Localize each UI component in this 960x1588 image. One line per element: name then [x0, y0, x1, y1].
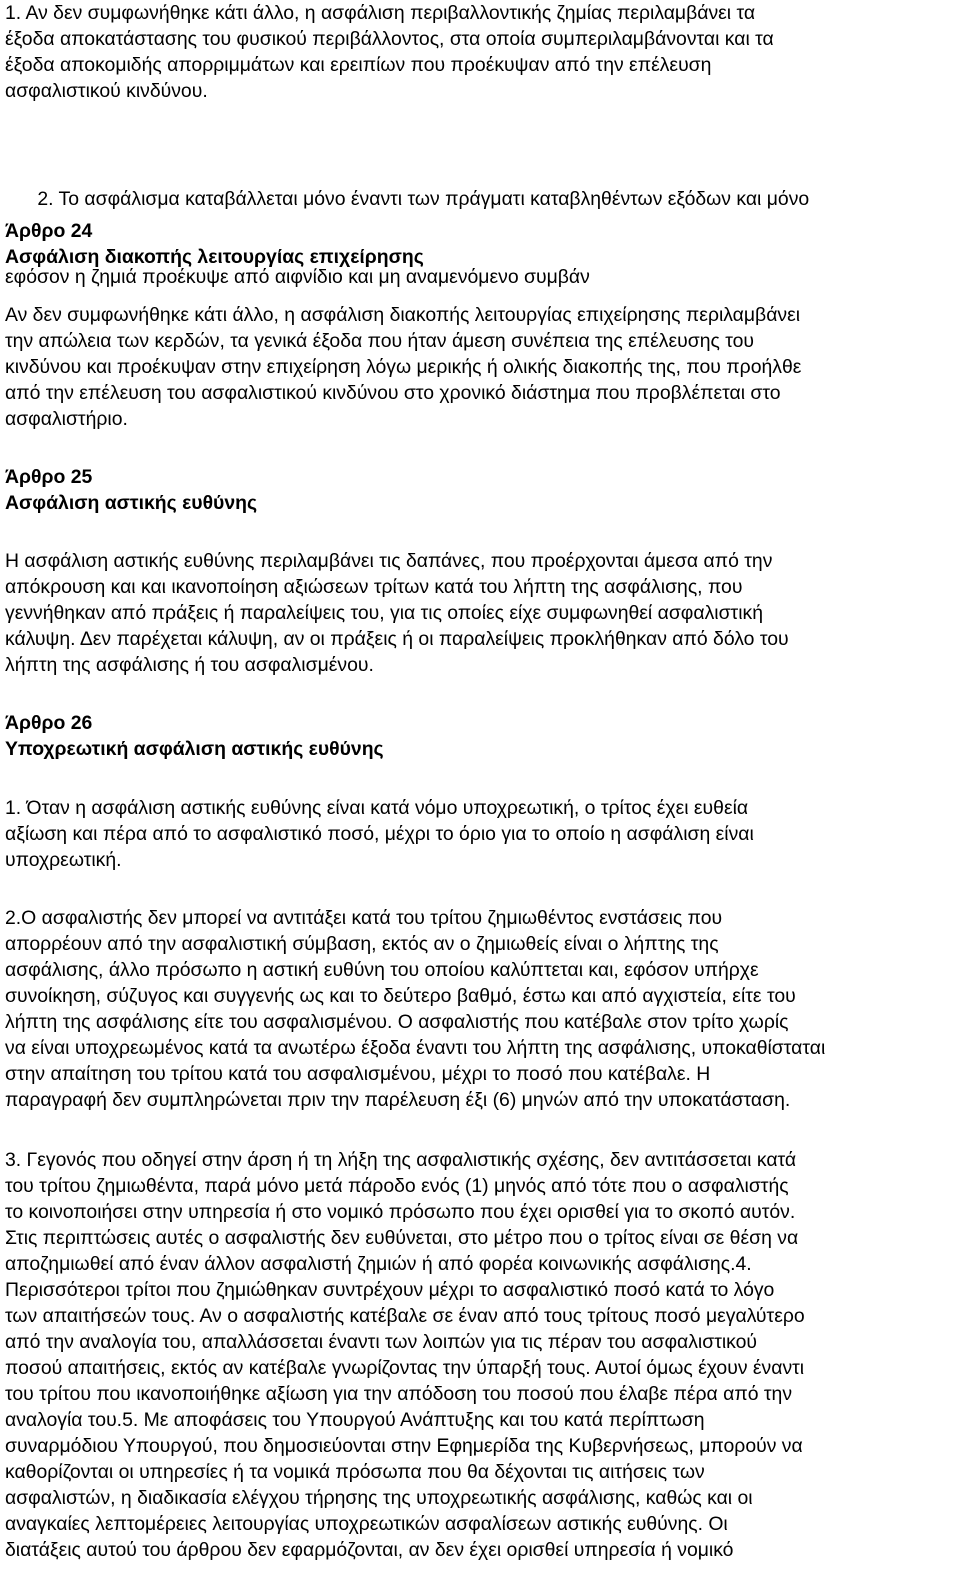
article-number: Άρθρο 24 — [5, 220, 93, 242]
text-line: Η ασφάλιση αστικής ευθύνης περιλαμβάνει τις δαπάνες, που προέρχονται άμεσα από την — [5, 550, 773, 572]
text-line: του τρίτου που ικανοποιήθηκε αξίωση για την απόδοση του ποσού που έλαβε πέρα από την — [5, 1383, 793, 1405]
text-line: απόκρουση και και ικανοποίηση αξιώσεων τρίτων κατά του λήπτη της ασφάλισης, που — [5, 576, 743, 598]
article-25-heading — [5, 464, 257, 516]
text-line: ασφαλιστήριο. — [5, 408, 128, 430]
text-line: 1. Αν δεν συμφωνήθηκε κάτι άλλο, η ασφάλιση περιβαλλοντικής ζημίας περιλαμβάνει τα — [5, 2, 756, 24]
text-line: γεννήθηκαν από πράξεις ή παραλείψεις του, για τις οποίες είχε συμφωνηθεί ασφαλιστική — [5, 602, 763, 624]
text-line: αναγκαίες λεπτομέρειες λειτουργίας υποχρεωτικών ασφαλίσεων αστικής ευθύνης. Οι — [5, 1513, 728, 1535]
paragraph-article-26-item-3 — [5, 1147, 805, 1563]
text-line: 3. Γεγονός που οδηγεί στην άρση ή τη λήξη της ασφαλιστικής σχέσης, δεν αντιτάσσεται κατά — [5, 1149, 797, 1171]
text-line: έξοδα αποκατάστασης του φυσικού περιβάλλοντος, στα οποία συμπεριλαμβάνονται και τα — [5, 28, 774, 50]
text-line: αξίωση και πέρα από το ασφαλιστικό ποσό, μέχρι το όριο για το οποίο η ασφάλιση είναι — [5, 823, 754, 845]
text-line: συναρμόδιου Υπουργού, που δημοσιεύονται στην Εφημερίδα της Κυβερνήσεως, μπορούν να — [5, 1435, 803, 1457]
text-line: των απαιτήσεών τους. Αν ο ασφαλιστής κατέβαλε σε έναν από τους τρίτους ποσό μεγαλύτερο — [5, 1305, 805, 1327]
text-line: υποχρεωτική. — [5, 849, 122, 871]
text-line: 2. Το ασφάλισμα καταβάλλεται μόνο έναντι των πράγματι καταβληθέντων εξόδων και μόνο — [5, 188, 810, 210]
text-line: παραγραφή δεν συμπληρώνεται πριν την παρέλευση έξι (6) μηνών από την υποκατάσταση. — [5, 1089, 791, 1111]
text-line: από την επέλευση του ασφαλιστικού κινδύνου στο χρονικό διάστημα που προβλέπεται στο — [5, 382, 781, 404]
text-line: λήπτη της ασφάλισης ή του ασφαλισμένου. — [5, 654, 374, 676]
article-title: Ασφάλιση αστικής ευθύνης — [5, 492, 258, 514]
text-line: διατάξεις αυτού του άρθρου δεν εφαρμόζονται, αν δεν έχει ορισθεί υπηρεσία ή νομικό — [5, 1539, 734, 1561]
text-line: κινδύνου και προέκυψαν στην επιχείρηση λόγω μερικής ή ολικής διακοπής της, που προήλθε — [5, 356, 802, 378]
text-line: αναλογία του.5. Με αποφάσεις του Υπουργού Ανάπτυξης και του κατά περίπτωση — [5, 1409, 705, 1431]
text-line: εφόσον η ζημιά προέκυψε από αιφνίδιο και μη αναμενόμενο συμβάν — [5, 266, 590, 288]
article-26-heading — [5, 710, 384, 762]
text-line: στην απαίτηση του τρίτου κατά του ασφαλισμένου, μέχρι το ποσό που κατέβαλε. Η — [5, 1063, 711, 1085]
text-line: το κοινοποιήσει στην υπηρεσία ή στο νομικό πρόσωπο που έχει ορισθεί για το σκοπό αυτόν. — [5, 1201, 796, 1223]
text-line: λήπτη της ασφάλισης είτε του ασφαλισμένου. Ο ασφαλιστής που κατέβαλε στον τρίτο χωρίς — [5, 1011, 789, 1033]
text-line: συνοίκηση, σύζυγος και συγγενής ως και το δεύτερο βαθμό, έστω και από αγχιστεία, είτε του — [5, 985, 796, 1007]
paragraph-article-24 — [5, 302, 801, 432]
text-line: ποσού απαιτήσεις, εκτός αν κατέβαλε γνωρίζοντας την ύπαρξή τους. Αυτοί όμως έχουν έναντι — [5, 1357, 805, 1379]
text-line: Αν δεν συμφωνήθηκε κάτι άλλο, η ασφάλιση διακοπής λειτουργίας επιχείρησης περιλαμβάνει — [5, 304, 801, 326]
article-number: Άρθρο 26 — [5, 712, 93, 734]
text-line: ασφαλιστών, η διαδικασία ελέγχου τήρησης της υποχρεωτικής ασφάλισης, καθώς και οι — [5, 1487, 753, 1509]
text-line: 1. Όταν η ασφάλιση αστικής ευθύνης είναι κατά νόμο υποχρεωτική, ο τρίτος έχει ευθεία — [5, 797, 749, 819]
text-line: ασφαλιστικού κινδύνου. — [5, 80, 208, 102]
text-line: απορρέουν από την ασφαλιστική σύμβαση, εκτός αν ο ζημιωθείς είναι ο λήπτης της — [5, 933, 719, 955]
text-line: Στις περιπτώσεις αυτές ο ασφαλιστής δεν ευθύνεται, στο μέτρο που ο τρίτος είναι σε θέση να — [5, 1227, 799, 1249]
text-line: την απώλεια των κερδών, τα γενικά έξοδα που ήταν άμεση συνέπεια της επέλευσης του — [5, 330, 754, 352]
text-line: καθορίζονται οι υπηρεσίες ή τα νομικά πρόσωπα που θα δέχονται τις αιτήσεις των — [5, 1461, 705, 1483]
text-line: ασφάλισης, άλλο πρόσωπο η αστική ευθύνη του οποίου καλύπτεται και, εφόσον υπήρχε — [5, 959, 759, 981]
text-line: κάλυψη. Δεν παρέχεται κάλυψη, αν οι πράξεις ή οι παραλείψεις προκλήθηκαν από δόλο του — [5, 628, 789, 650]
text-line: Περισσότεροι τρίτοι που ζημιώθηκαν συντρέχουν μέχρι το ασφαλιστικό ποσό κατά το λόγο — [5, 1279, 775, 1301]
article-number: Άρθρο 25 — [5, 466, 93, 488]
article-title: Υποχρεωτική ασφάλιση αστικής ευθύνης — [5, 738, 384, 760]
text-line: 2.Ο ασφαλιστής δεν μπορεί να αντιτάξει κατά του τρίτου ζημιωθέντος ενστάσεις που — [5, 907, 723, 929]
paragraph-article-26-item-1 — [5, 795, 754, 873]
article-title: Ασφάλιση διακοπής λειτουργίας επιχείρησης — [5, 246, 424, 268]
text-line: από την αναλογία του, απαλλάσσεται έναντι των λοιπών για τις πέραν του ασφαλιστικού — [5, 1331, 758, 1353]
text-line: να είναι υποχρεωμένος κατά τα ανωτέρω έξοδα έναντι του λήπτη της ασφάλισης, υποκαθίσταται — [5, 1037, 826, 1059]
paragraph-article-26-item-2 — [5, 905, 825, 1113]
paragraph-article-25 — [5, 548, 789, 678]
paragraph-article-23-item-1 — [5, 0, 774, 104]
article-24-heading — [5, 218, 424, 270]
text-line: αποζημιωθεί από έναν άλλον ασφαλιστή ζημιών ή από φορέα κοινωνικής ασφάλισης.4. — [5, 1253, 752, 1275]
text-line: του τρίτου ζημιωθέντα, παρά μόνο μετά πάροδο ενός (1) μηνός από τότε που ο ασφαλιστής — [5, 1175, 789, 1197]
text-line: έξοδα αποκομιδής απορριμμάτων και ερειπίων που προέκυψαν από την επέλευση — [5, 54, 712, 76]
